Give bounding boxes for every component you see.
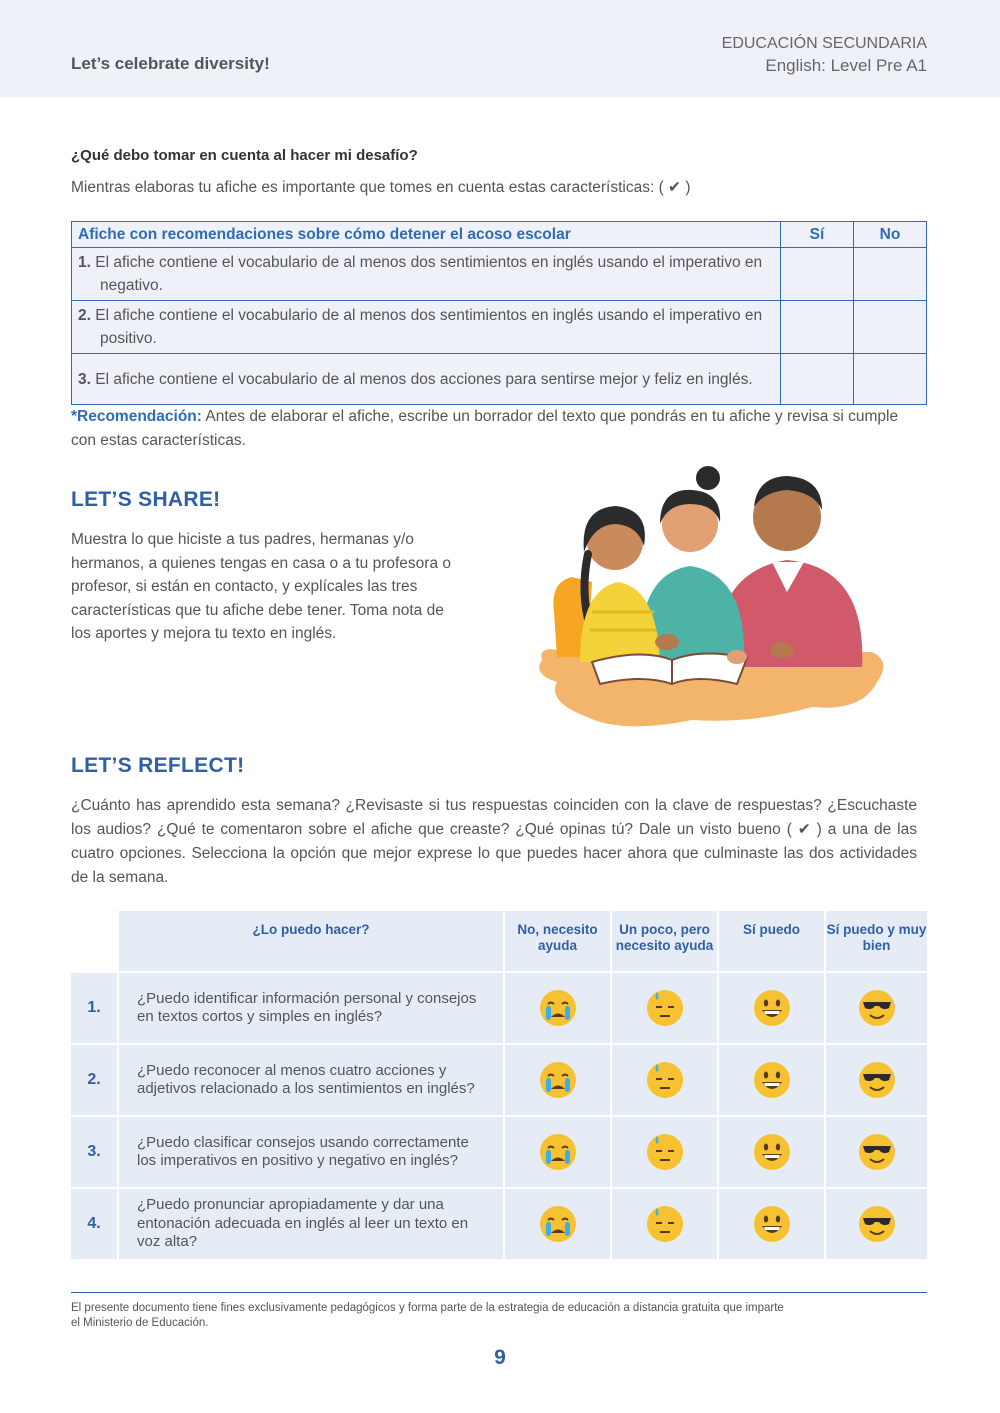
recommendation: [71, 405, 927, 453]
option-header-can: Sí puedo: [719, 911, 824, 971]
option-cell[interactable]: [505, 1117, 610, 1187]
row-number-cell: [71, 1189, 117, 1259]
question-text: ¿Puedo pronunciar apropiadamente y dar una entonación adecuada en inglés al leer un texto en voz alta?: [137, 1196, 469, 1251]
self-assessment-table: [71, 911, 929, 1261]
option-cell[interactable]: [719, 1189, 824, 1259]
row-number: 4.: [87, 1215, 101, 1232]
unit-title: Let’s celebrate diversity!: [71, 54, 270, 73]
checklist-row: [72, 354, 927, 405]
option-cell[interactable]: [719, 973, 824, 1043]
option-cell[interactable]: [612, 1189, 717, 1259]
page-header: [0, 0, 1000, 97]
question-text: ¿Puedo reconocer al menos cuatro acciones y adjetivos relacionado a los sentimientos en inglés?: [137, 1061, 475, 1097]
item-text: El afiche contiene el vocabulario de al menos dos sentimientos en inglés usando el imperativo en negativo.: [95, 254, 763, 294]
option-header-a-little: Un poco, pero necesito ayuda: [612, 911, 717, 971]
row-number-cell: [71, 1117, 117, 1187]
no-column-header: No: [854, 222, 927, 248]
assessment-rows: [71, 973, 929, 1259]
no-checkbox-cell[interactable]: [854, 248, 927, 301]
option-cell[interactable]: [612, 973, 717, 1043]
checklist-header: Afiche con recomendaciones sobre cómo detener el acoso escolar: [72, 222, 781, 248]
question-cell: [119, 1045, 503, 1115]
checklist-row: [72, 248, 927, 301]
challenge-intro: Mientras elaboras tu afiche es importante que tomes en cuenta estas características: ( ✔ ): [71, 179, 691, 196]
no-checkbox-cell[interactable]: [854, 301, 927, 354]
assessment-row: [71, 1117, 929, 1187]
assessment-row: [71, 973, 929, 1043]
row-number: 1.: [87, 999, 101, 1016]
item-number: 3.: [78, 370, 91, 388]
course-level: English: Level Pre A1: [765, 56, 927, 75]
checklist-table: [71, 221, 927, 405]
challenge-question: ¿Qué debo tomar en cuenta al hacer mi desafío?: [71, 147, 418, 164]
yes-checkbox-cell[interactable]: [781, 301, 854, 354]
education-level: EDUCACIÓN SECUNDARIA: [721, 35, 927, 52]
question-cell: [119, 1189, 503, 1259]
question-cell: [119, 973, 503, 1043]
option-cell[interactable]: [505, 1045, 610, 1115]
yes-checkbox-cell[interactable]: [781, 354, 854, 405]
recommendation-label: *Recomendación:: [71, 408, 202, 425]
question-text: ¿Puedo identificar información personal y consejos en textos cortos y simples en inglés?: [137, 989, 477, 1025]
footer-divider: [71, 1292, 927, 1293]
checklist-item: [72, 248, 781, 301]
option-cell[interactable]: [612, 1117, 717, 1187]
row-number-cell: [71, 973, 117, 1043]
option-cell[interactable]: [719, 1117, 824, 1187]
recommendation-text: Antes de elaborar el afiche, escribe un borrador del texto que pondrás en tu afiche y revisa si cumple con estas características.: [71, 408, 899, 449]
option-cell[interactable]: [719, 1045, 824, 1115]
item-number: 1.: [78, 254, 91, 271]
checklist-header-row: [72, 222, 927, 248]
no-checkbox-cell[interactable]: [854, 354, 927, 405]
family-reading-illustration: [532, 462, 887, 737]
checklist-item: [72, 354, 781, 405]
item-text: El afiche contiene el vocabulario de al menos dos acciones para sentirse mejor y feliz en inglés.: [95, 370, 753, 388]
option-cell[interactable]: [612, 1045, 717, 1115]
option-cell[interactable]: [505, 1189, 610, 1259]
reflect-heading: LET’S REFLECT!: [71, 754, 245, 777]
option-cell[interactable]: [826, 973, 927, 1043]
assessment-row: [71, 1189, 929, 1259]
question-cell: [119, 1117, 503, 1187]
row-number: 3.: [87, 1143, 101, 1160]
option-cell[interactable]: [505, 973, 610, 1043]
option-cell[interactable]: [826, 1189, 927, 1259]
option-header-very-well: Sí puedo y muy bien: [826, 911, 927, 971]
assessment-row: [71, 1045, 929, 1115]
option-cell[interactable]: [826, 1117, 927, 1187]
page-number: 9: [494, 1346, 506, 1369]
reflect-text: ¿Cuánto has aprendido esta semana? ¿Revisaste si tus respuestas coinciden con la clave de respuestas? ¿Escuchaste los audios? ¿Qué te comentaron sobre el afiche que creaste? ¿Qué opinas tú? Dale un visto bueno ( ✔ ) a una de las cuatro opciones. Selecciona la opción que mejor exprese lo que puedes hacer ahora que culminaste las dos actividades de la semana.: [71, 797, 917, 886]
share-heading: LET’S SHARE!: [71, 488, 221, 511]
assessment-header-row: [71, 911, 929, 971]
yes-checkbox-cell[interactable]: [781, 248, 854, 301]
question-text: ¿Puedo clasificar consejos usando correctamente los imperativos en positivo y negativo en inglés?: [137, 1133, 469, 1169]
option-cell[interactable]: [826, 1045, 927, 1115]
checklist-item: [72, 301, 781, 354]
checklist-row: [72, 301, 927, 354]
row-number-cell: [71, 1045, 117, 1115]
option-header-needs-help: No, necesito ayuda: [505, 911, 610, 971]
footer-note: El presente documento tiene fines exclusivamente pedagógicos y forma parte de la estrategia de educación a distancia gratuita que imparte el Ministerio de Educación.: [71, 1302, 784, 1329]
share-text: Muestra lo que hiciste a tus padres, hermanas y/o hermanos, a quienes tengas en casa o a tu profesora o profesor, si están en contacto, y explícales las tres características que tu afiche debe tener. Toma nota de los aportes y mejora tu texto en inglés.: [71, 531, 451, 642]
row-number: 2.: [87, 1071, 101, 1088]
corner-cell: [71, 911, 117, 971]
item-text: El afiche contiene el vocabulario de al menos dos sentimientos en inglés usando el imperativo en positivo.: [95, 307, 763, 347]
question-column-header: ¿Lo puedo hacer?: [119, 911, 503, 971]
item-number: 2.: [78, 307, 91, 324]
yes-column-header: Sí: [781, 222, 854, 248]
header-meta: [722, 33, 927, 77]
